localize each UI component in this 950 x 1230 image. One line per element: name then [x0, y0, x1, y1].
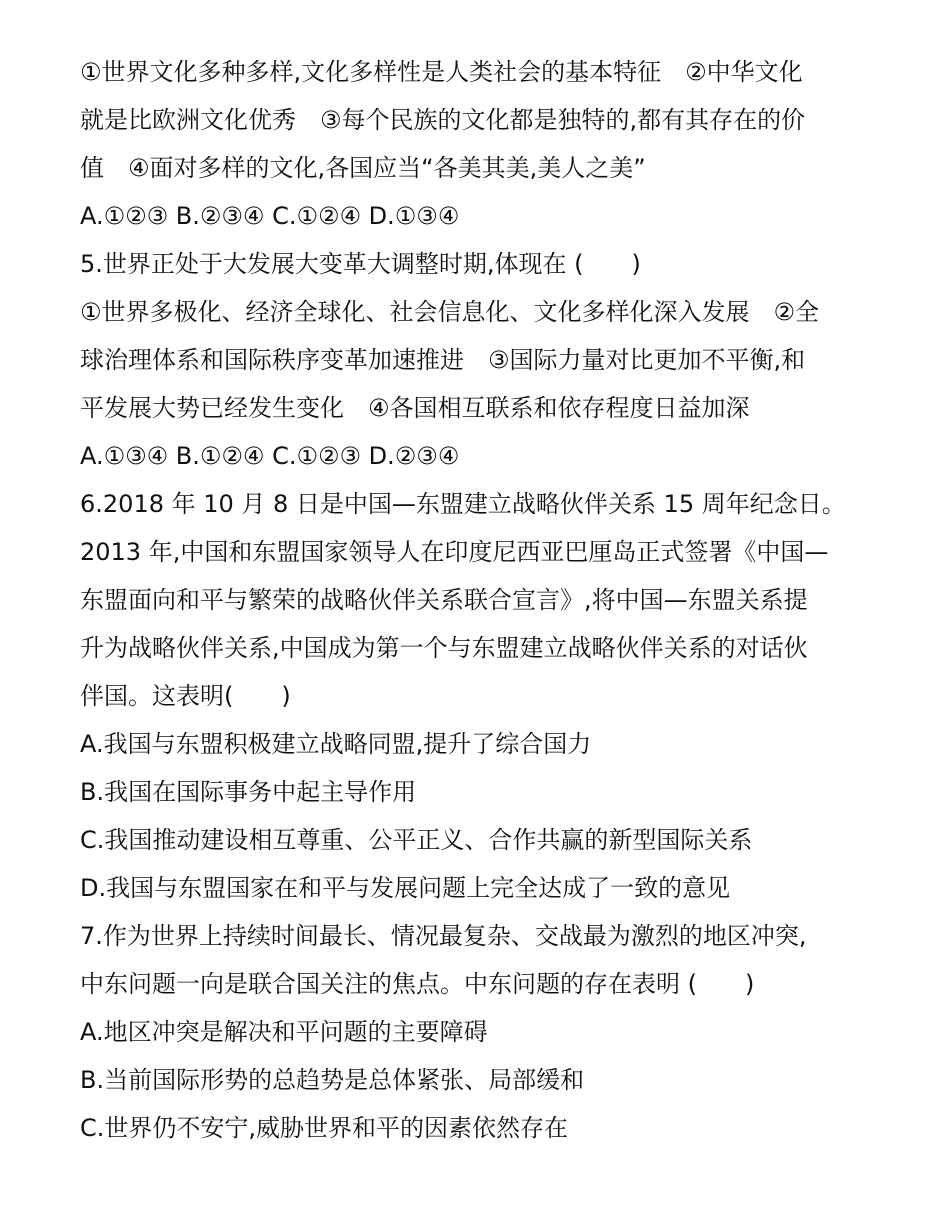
- text-line: 东盟面向和平与繁荣的战略伙伴关系联合宣言》,将中国—东盟关系提: [80, 586, 808, 614]
- question-stem: 7.作为世界上持续时间最长、情况最复杂、交战最为激烈的地区冲突,: [80, 922, 807, 950]
- text-line: 中东问题一向是联合国关注的焦点。中东问题的存在表明 ( ): [80, 970, 755, 998]
- text-line: 值 ④面对多样的文化,各国应当“各美其美,美人之美”: [80, 154, 646, 182]
- option-a: A.我国与东盟积极建立战略同盟,提升了综合国力: [80, 730, 592, 758]
- text-line: 球治理体系和国际秩序变革加速推进 ③国际力量对比更加不平衡,和: [80, 346, 806, 374]
- text-line: 伴国。这表明( ): [80, 682, 291, 710]
- text-line: 平发展大势已经发生变化 ④各国相互联系和依存程度日益加深: [80, 394, 750, 422]
- answer-options: A.①②③ B.②③④ C.①②④ D.①③④: [80, 202, 460, 230]
- option-b: B.当前国际形势的总趋势是总体紧张、局部缓和: [80, 1066, 585, 1094]
- option-c: C.世界仍不安宁,威胁世界和平的因素依然存在: [80, 1114, 569, 1142]
- option-a: A.地区冲突是解决和平问题的主要障碍: [80, 1018, 488, 1046]
- text-line: 就是比欧洲文化优秀 ③每个民族的文化都是独特的,都有其存在的价: [80, 106, 806, 134]
- question-stem: 5.世界正处于大发展大变革大调整时期,体现在 ( ): [80, 250, 641, 278]
- text-line: ①世界多极化、经济全球化、社会信息化、文化多样化深入发展 ②全: [80, 298, 820, 326]
- question-stem: 6.2018 年 10 月 8 日是中国—东盟建立战略伙伴关系 15 周年纪念日。: [80, 490, 846, 518]
- option-b: B.我国在国际事务中起主导作用: [80, 778, 417, 806]
- option-d: D.我国与东盟国家在和平与发展问题上完全达成了一致的意见: [80, 874, 731, 902]
- text-line: 2013 年,中国和东盟国家领导人在印度尼西亚巴厘岛正式签署《中国—: [80, 538, 829, 566]
- text-line: 升为战略伙伴关系,中国成为第一个与东盟建立战略伙伴关系的对话伙: [80, 634, 808, 662]
- text-line: ①世界文化多种多样,文化多样性是人类社会的基本特征 ②中华文化: [80, 58, 803, 86]
- answer-options: A.①③④ B.①②④ C.①②③ D.②③④: [80, 442, 460, 470]
- option-c: C.我国推动建设相互尊重、公平正义、合作共赢的新型国际关系: [80, 826, 753, 854]
